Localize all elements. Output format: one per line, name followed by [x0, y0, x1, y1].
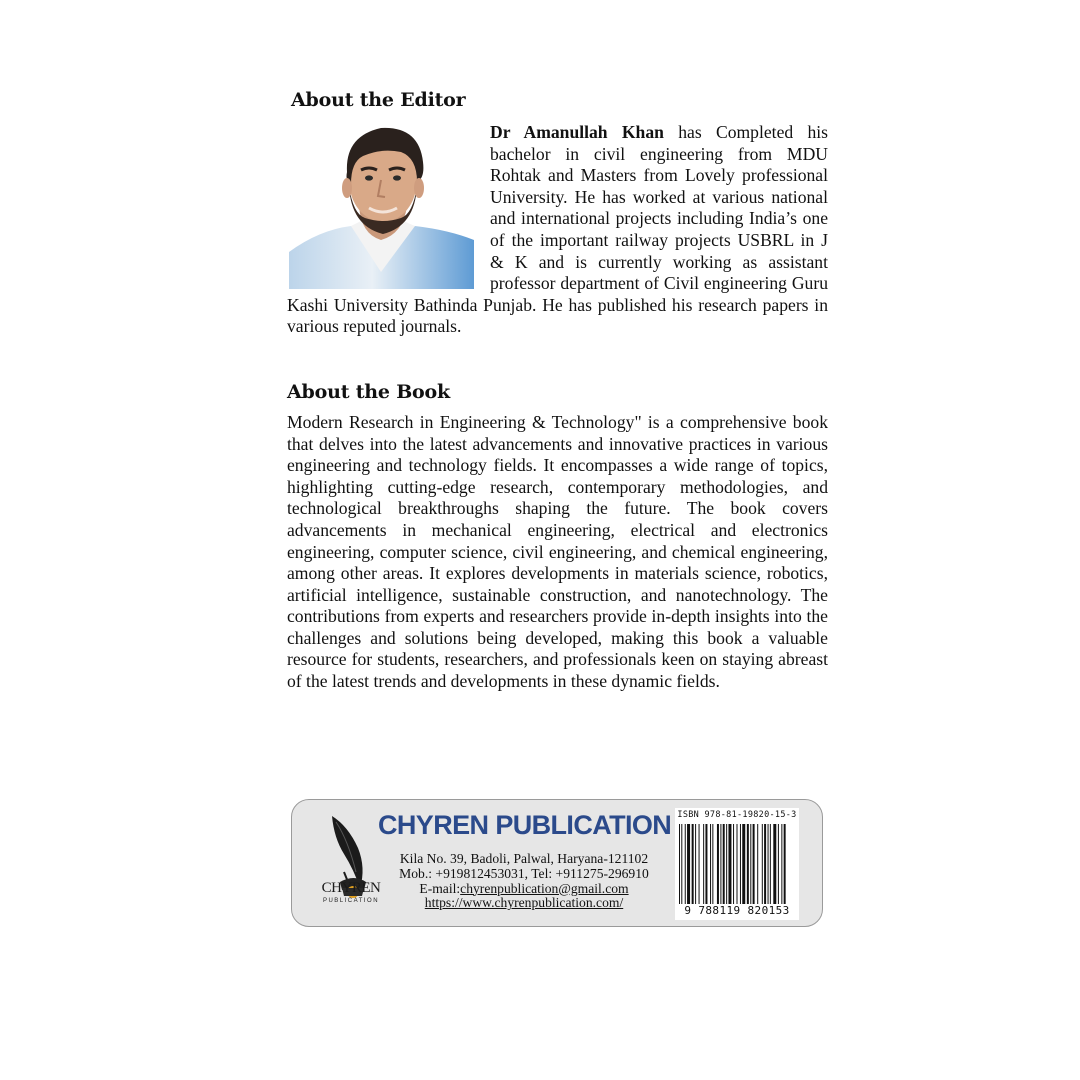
publisher-email-line [378, 882, 670, 897]
editor-section [287, 122, 828, 338]
publisher-logo-text: CHYREN [321, 880, 381, 896]
publisher-logo-subtext: PUBLICATION [322, 898, 380, 904]
editor-name: Dr Amanullah Khan [490, 122, 664, 142]
editor-bio-text: has Completed his bachelor in civil engineering from MDU Rohtak and Masters from Lovely professional University. He has worked at various national and international projects including India’s one of the important railway projects USBRL in J & K and is currently working as assistant professor department of Civil engineering Guru Kashi University Bathinda Punjab. He has published his research papers in various reputed journals. [287, 122, 828, 337]
publisher-panel [291, 799, 823, 927]
book-description: Modern Research in Engineering & Technology" is a comprehensive book that delves into the latest advancements and innovative practices in various engineering and technology fields. It encompasses a wide range of topics, highlighting cutting-edge research, contemporary methodologies, and technological breakthroughs shaping the future. The book covers advancements in mechanical engineering, electrical and electronics engineering, computer science, civil engineering, and chemical engineering, among other areas. It explores developments in materials science, robotics, artificial intelligence, sustainable construction, and nanotechnology. The contributions from experts and researchers provide in-depth insights into the challenges and solutions being developed, making this book a valuable resource for students, researchers, and professionals keen on staying abreast of the latest trends and developments in these dynamic fields. [287, 411, 828, 692]
about-editor-heading: About the Editor [291, 89, 466, 111]
isbn-digits: 9 788119 820153 [684, 904, 790, 917]
publisher-name: CHYREN PUBLICATION [378, 810, 672, 840]
isbn-label: ISBN 978-81-19820-15-3 [677, 810, 797, 820]
about-book-heading: About the Book [287, 380, 450, 403]
email-label: E-mail: [419, 880, 461, 896]
back-cover-content [287, 86, 828, 693]
isbn-barcode [675, 808, 799, 920]
barcode-bars [679, 824, 795, 904]
publisher-email[interactable]: chyrenpublication@gmail.com [460, 880, 629, 896]
publisher-phone: Mob.: +919812453031, Tel: +911275-296910 [399, 865, 649, 881]
publisher-address: Kila No. 39, Badoli, Palwal, Haryana-121102 [399, 851, 649, 866]
publisher-website[interactable]: https://www.chyrenpublication.com/ [424, 895, 624, 911]
editor-photo [289, 122, 474, 289]
publisher-contact [378, 852, 670, 911]
